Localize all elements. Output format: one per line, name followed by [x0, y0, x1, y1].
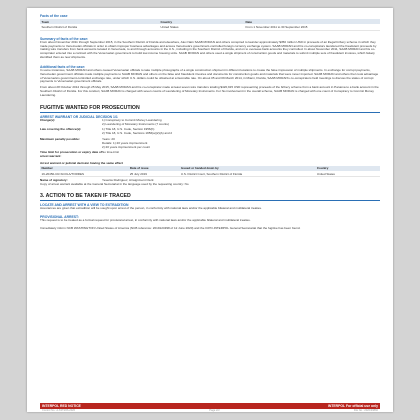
col-date: Date — [244, 19, 380, 24]
summary-paragraph: From about November 2011 through September 2015, in the Southern District of Florida and elsewhere, Alex Nain SAAB MORAN and others conspired to launder approximately $350 million USD in proceeds of an illegal bribery scheme in which they made payments to Venezuelan officials in order to obtain improper business advantages and access Venezuela's government-controlled foreign currency exchange system. SAAB MORAN and his co-conspirators laundered the fraudulent proceeds by making wire transfers from bank accounts located in Venezuela, to and through accounts in the U.S., including in the Southern District of Florida, and on to overseas bank accounts they controlled. In about November 2011, SAAB MORAN and his co-conspirator entered into a contract with the Venezuelan government to build low-income housing units. SAAB MORAN and others used a single shipment of construction goods and materials to submit multiple sets of fraudulent invoices, which falsely identified them as new shipments. — [40, 39, 377, 59]
document-body — [40, 14, 380, 232]
warrant-heading: ARREST WARRANT OR JUDICIAL DECISION 1/1 — [40, 114, 118, 119]
time-limit-value: No time-limit — [102, 150, 119, 155]
file-number: File No.: 2020/39882 — [353, 408, 378, 412]
action-section-title: 3. ACTION TO BE TAKEN IF TRACED — [40, 193, 380, 201]
law-label: Law covering the offence(s): — [40, 127, 82, 132]
facts-heading: Facts of the case — [40, 14, 68, 18]
cell-date-issue: 25 July 2019 — [128, 171, 179, 177]
provisional-heading: PROVISIONAL ARREST: — [40, 214, 79, 219]
col-country: Country — [315, 166, 380, 171]
control-number: Control No.: A-6373/26-2020 — [42, 408, 76, 412]
charges-row — [40, 119, 380, 127]
col-country: Country — [159, 19, 244, 24]
cell-country: United States — [159, 24, 244, 30]
footer-left: INTERPOL RED NOTICE — [42, 403, 81, 408]
charges-label: Charge(s): — [40, 117, 56, 122]
document-page — [27, 8, 393, 412]
sub-footer — [40, 409, 380, 412]
locate-text: Assurances are given that extradition will be sought upon arrest of the person, in conformity with national laws and/or the applicable bilateral and multilateral treaties. — [40, 205, 262, 210]
charge-item: 2) Laundering of Monetary Instruments (7 counts) — [102, 121, 169, 126]
law-row — [40, 128, 380, 136]
warrant-table-heading: Arrest warrant or judicial decision having the same effect — [40, 160, 123, 165]
additional-paragraph-2: From about 28 October 2014 through 25 May 2015, SAAB MORAN and his co-conspirator made at least seven wire transfers totaling $420,915 USD representing proceeds of the bribery scheme from a bank account in Panama to a bank account in the Southern District of Florida. For this conduct, SAAB MORAN is charged with seven counts of Laundering of Monetary Instruments. For his involvement in the overall scheme, SAAB MORAN is charged with one count of Conspiracy to Commit Money Laundering. — [40, 85, 379, 97]
col-issued-by: Issued or handed down by — [179, 166, 315, 171]
penalty-item: Details: 1) 20 years imprisonment — [102, 140, 148, 145]
col-number: Number — [40, 166, 128, 171]
table-row — [40, 171, 380, 177]
signatory-label: Name of signatory: — [40, 178, 68, 183]
summary-heading: Summary of facts of the case: — [40, 36, 89, 41]
cell-country: United States — [315, 171, 380, 177]
cell-town: Southern District of Florida — [40, 24, 159, 30]
additional-paragraph-1: In some instances, SAAB MORAN and others caused Venezuelan officials to take multiple photographs of a single construction shipment in different locations to create the false impression of multiple shipments. In exchange for corrupt payments, Venezuelan government officials made multiple payments to SAAB MORAN and others on the false and fraudulent invoices and documents for construction goods and materials that were never imported. SAAB MORAN and others then took advantage of Venezuela's government-controlled exchange rate, under which U.S. dollars could be obtained at a favorable rate. On about 05 and 09 March 2014, in Miami, Florida, SAAB MORAN's co-conspirators held meetings to discuss the status of corrupt payments to Venezuelan government officials. — [40, 67, 379, 84]
table-row — [40, 24, 380, 30]
charge-item: 1) Conspiracy to Commit Money Laundering — [102, 117, 162, 122]
facts-table — [40, 19, 380, 30]
law-item: 2) Title 18, U.S. Code, Sections 1956(a)(2)(A) and 2 — [102, 131, 173, 136]
additional-heading: Additional facts of the case: — [40, 64, 86, 69]
fugitive-section-title: FUGITIVE WANTED FOR PROSECUTION — [40, 105, 380, 113]
ncb-text: Immediately inform NCB WASHINGTON United States of America (NCB reference: 2019124398 of 12 June 2020) and the ICPO-INTERPOL General Secretariat that the fugitive has been found. — [40, 225, 301, 230]
footer-right: INTERPOL For official use only — [327, 403, 378, 408]
col-date-issue: Date of issue — [128, 166, 179, 171]
provisional-text: This request is to be treated as a formal request for provisional arrest, in conformity with national laws and/or the applicable bilateral and multilateral treaties. — [40, 217, 251, 222]
penalty-label: Maximum penalty possible: — [40, 136, 80, 141]
cell-date: From 1 November 2011 to 30 September 2015 — [244, 24, 380, 30]
law-item: 1) Title 18, U.S. Code, Section 1956(h) — [102, 127, 155, 132]
page-number: Page 2/2 — [209, 408, 220, 412]
penalty-item: Years: 20 — [102, 136, 115, 141]
time-limit-row — [40, 151, 380, 159]
penalty-item: 2) 20 years imprisonment per count — [102, 144, 150, 149]
cell-issued-by: U.S. District Court, Southern District of Florida — [179, 171, 315, 177]
copy-note: Copy of arrest warrant available at the General Secretariat in the language used by the requesting country: No — [40, 181, 189, 186]
warrant-table — [40, 166, 380, 177]
col-town: Town — [40, 19, 159, 24]
time-limit-label: Time limit for prosecution or expiry date of arrest warrant: — [40, 150, 102, 159]
cell-number: 19-20450-CR-SCOLA/TORRES — [40, 171, 128, 177]
locate-heading: LOCATE AND ARREST WITH A VIEW TO EXTRADITION — [40, 202, 129, 207]
signatory-value: Yesenia Rodriguez, Arraignment Clerk — [102, 178, 154, 183]
penalty-row — [40, 138, 380, 149]
